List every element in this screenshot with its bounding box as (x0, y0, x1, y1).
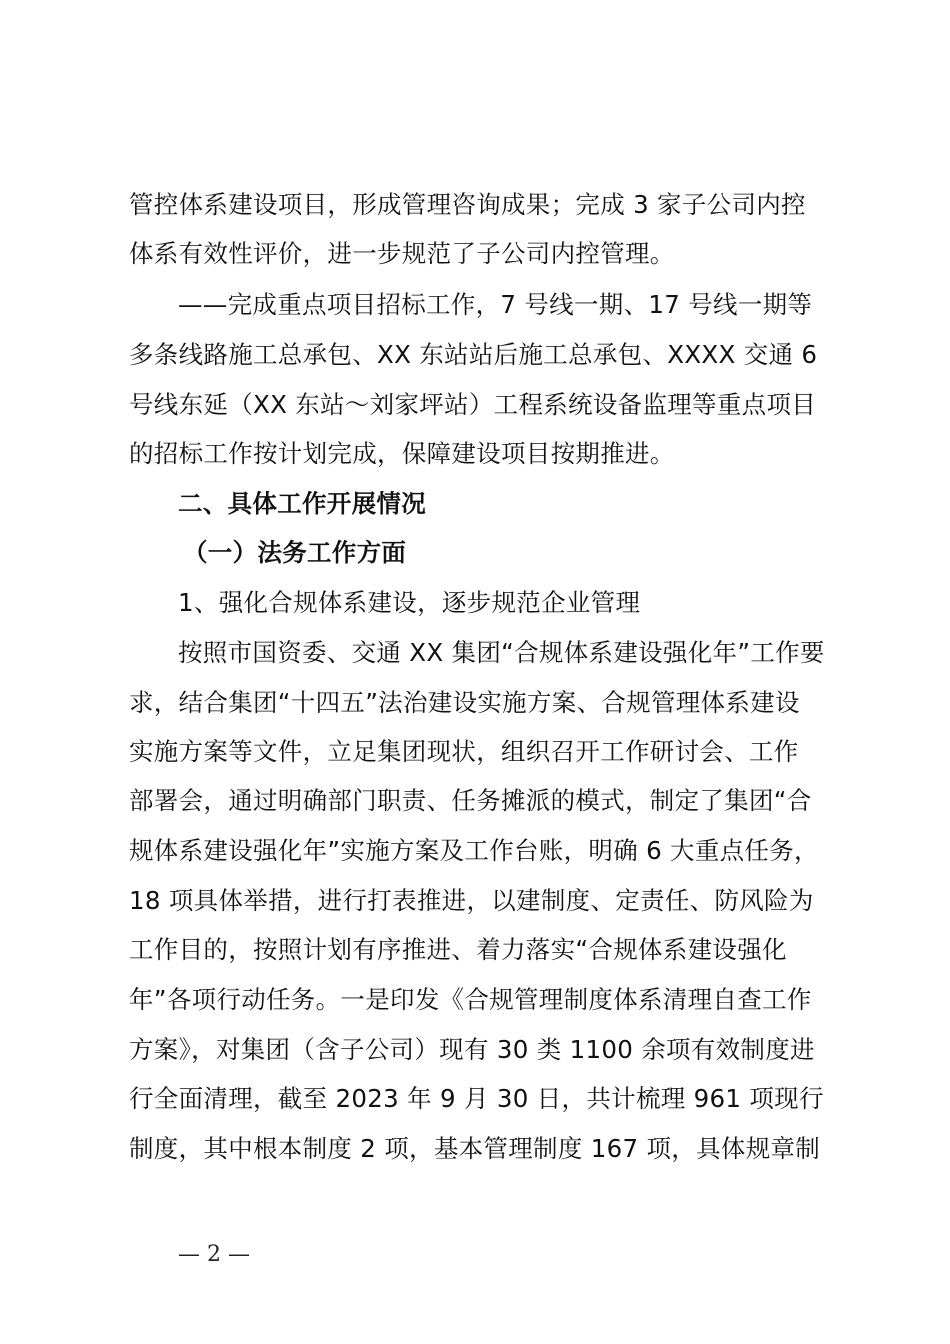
paragraph-line: 体系有效性评价，进一步规范了子公司内控管理。 (129, 239, 675, 268)
paragraph-line: 号线东延（XX 东站～刘家坪站）工程系统设备监理等重点项目 (129, 390, 817, 419)
paragraph-line: 的招标工作按计划完成，保障建设项目按期推进。 (129, 439, 675, 468)
paragraph-line: 方案》，对集团（含子公司）现有 30 类 1100 余项有效制度进 (129, 1035, 815, 1064)
paragraph-line: 实施方案等文件，立足集团现状，组织召开工作研讨会、工作 (129, 737, 799, 766)
paragraph-line: 按照市国资委、交通 XX 集团“合规体系建设强化年”工作要 (178, 638, 825, 667)
paragraph-line: 规体系建设强化年”实施方案及工作台账，明确 6 大重点任务， (129, 836, 819, 865)
item-heading: 1、强化合规体系建设，逐步规范企业管理 (178, 588, 641, 617)
paragraph-line: 制度，其中根本制度 2 项，基本管理制度 167 项，具体规章制 (129, 1134, 821, 1163)
paragraph-line: ——完成重点项目招标工作，7 号线一期、17 号线一期等 (178, 290, 813, 319)
paragraph-line: 年”各项行动任务。一是印发《合规管理制度体系清理自查工作 (129, 985, 812, 1014)
paragraph-line: 多条线路施工总承包、XX 东站站后施工总承包、XXXX 交通 6 (129, 340, 818, 369)
paragraph-line: 管控体系建设项目，形成管理咨询成果；完成 3 家子公司内控 (129, 190, 806, 219)
paragraph-line: 工作目的，按照计划有序推进、着力落实“合规体系建设强化 (129, 935, 787, 964)
subsection-heading: （一）法务工作方面 (183, 538, 407, 567)
paragraph-line: 部署会，通过明确部门职责、任务摊派的模式，制定了集团“合 (129, 786, 812, 815)
section-heading: 二、具体工作开展情况 (178, 489, 426, 518)
page-number: — 2 — (178, 1242, 250, 1267)
paragraph-line: 行全面清理，截至 2023 年 9 月 30 日，共计梳理 961 项现行 (129, 1084, 824, 1113)
paragraph-line: 求，结合集团“十四五”法治建设实施方案、合规管理体系建设 (129, 688, 800, 717)
paragraph-line: 18 项具体举措，进行打表推进，以建制度、定责任、防风险为 (129, 886, 814, 915)
